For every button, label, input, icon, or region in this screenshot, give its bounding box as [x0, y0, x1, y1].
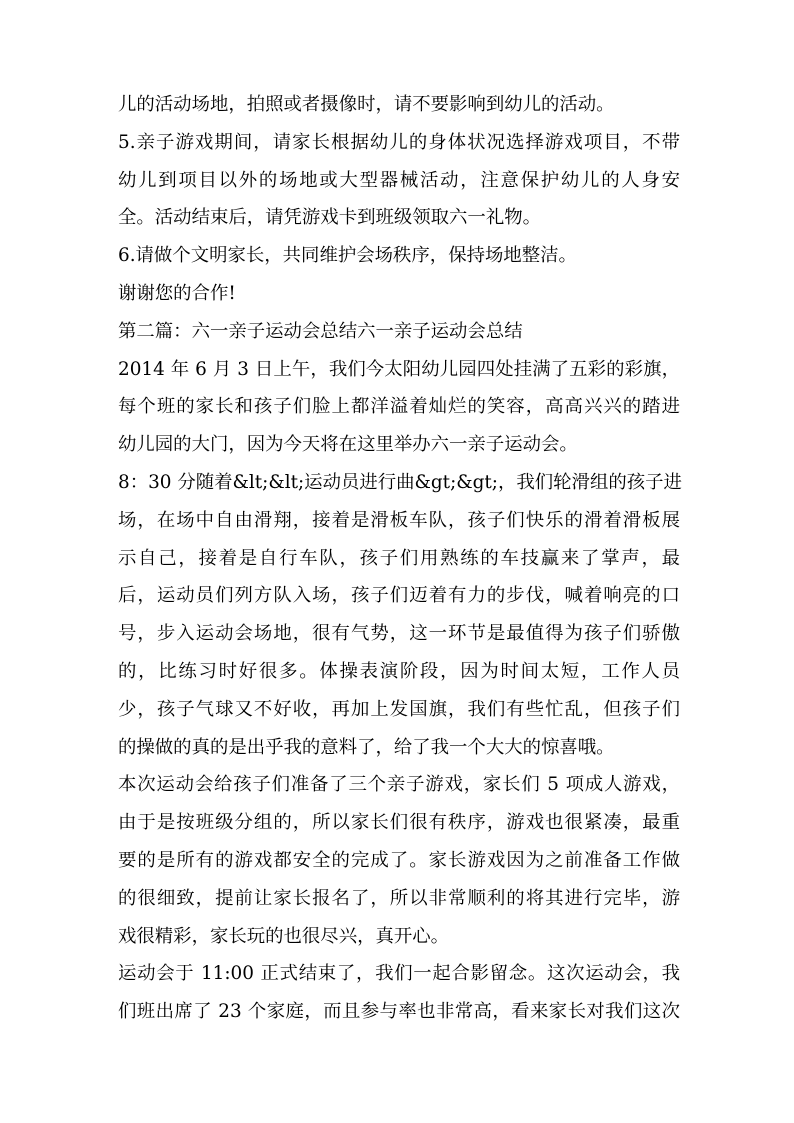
text-line: 5.亲子游戏期间，请家长根据幼儿的身体状况选择游戏项目，不带 — [118, 131, 680, 153]
text-line: 8：30 分随着&lt;&lt;运动员进行曲&gt;&gt;，我们轮滑组的孩子进 — [118, 471, 682, 493]
text-line: 们班出席了 23 个家庭，而且参与率也非常高，看来家长对我们这次 — [118, 1001, 680, 1023]
text-line: 2014 年 6 月 3 日上午，我们今太阳幼儿园四处挂满了五彩的彩旗， — [118, 358, 680, 380]
text-line: 由于是按班级分组的，所以家长们很有秩序，游戏也很紧凑，最重 — [118, 812, 680, 834]
text-line: 的操做的真的是出乎我的意料了，给了我一个大大的惊喜哦。 — [118, 736, 615, 758]
text-line: 儿的活动场地，拍照或者摄像时，请不要影响到幼儿的活动。 — [118, 94, 615, 115]
text-line: 本次运动会给孩子们准备了三个亲子游戏，家长们 5 项成人游戏， — [118, 774, 680, 796]
document-body — [118, 86, 680, 1031]
text-line: 幼儿园的大门，因为今天将在这里举办六一亲子运动会。 — [118, 434, 578, 456]
text-line: 后，运动员们列方队入场，孩子们迈着有力的步伐，喊着响亮的口 — [118, 585, 680, 607]
text-line: 戏很精彩，家长玩的也很尽兴，真开心。 — [118, 925, 450, 947]
text-line: 运动会于 11:00 正式结束了，我们一起合影留念。这次运动会，我 — [118, 963, 680, 985]
text-line: 幼儿到项目以外的场地或大型器械活动，注意保护幼儿的人身安 — [118, 169, 680, 191]
text-line: 每个班的家长和孩子们脸上都洋溢着灿烂的笑容，高高兴兴的踏进 — [118, 396, 680, 418]
text-line: 的，比练习时好很多。体操表演阶段，因为时间太短，工作人员 — [118, 660, 680, 682]
text-line: 全。活动结束后，请凭游戏卡到班级领取六一礼物。 — [118, 207, 541, 229]
text-line: 号，步入运动会场地，很有气势，这一环节是最值得为孩子们骄傲 — [118, 623, 680, 645]
text-line: 第二篇：六一亲子运动会总结六一亲子运动会总结 — [118, 320, 523, 342]
text-line: 谢谢您的合作! — [118, 282, 236, 304]
text-line: 少，孩子气球又不好收，再加上发国旗，我们有些忙乱，但孩子们 — [118, 698, 680, 720]
text-line: 场，在场中自由滑翔，接着是滑板车队，孩子们快乐的滑着滑板展 — [118, 509, 680, 531]
text-line: 6.请做个文明家长，共同维护会场秩序，保持场地整洁。 — [118, 245, 577, 267]
text-line: 示自己，接着是自行车队，孩子们用熟练的车技赢来了掌声，最 — [118, 547, 680, 569]
text-line: 要的是所有的游戏都安全的完成了。家长游戏因为之前准备工作做 — [118, 849, 680, 871]
text-line: 的很细致，提前让家长报名了，所以非常顺利的将其进行完毕，游 — [118, 887, 680, 909]
